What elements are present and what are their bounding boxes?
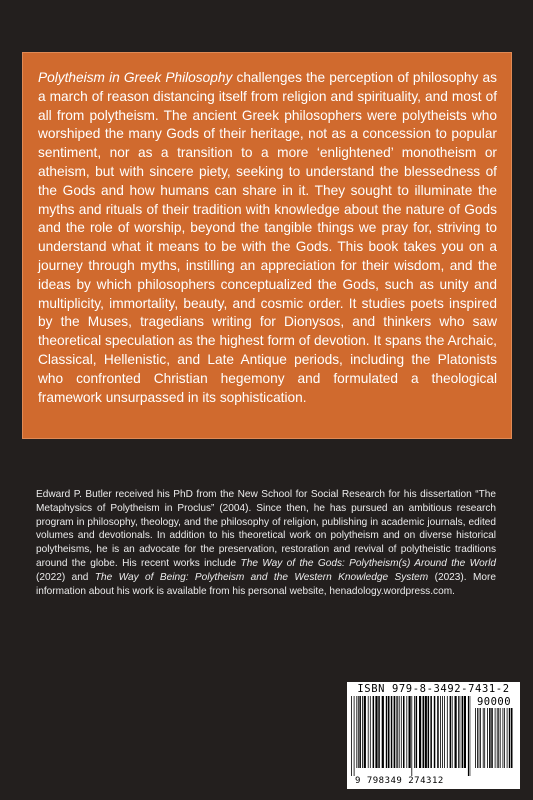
book-title: Polytheism in Greek Philosophy xyxy=(38,70,233,85)
barcode-bar xyxy=(462,696,464,768)
description-body: challenges the perception of philosophy as a march of reason distancing itself from religion and spirituality, and most of all from polytheism. The ancient Greek philosophers were polytheists who worshiped the many Gods of their heritage, not as a concession to popular sentiment, nor as a transition to a more ‘enlightened’ monotheism or atheism, but with sincere piety, seeking to understand the blessedness of the Gods and how humans can share in it. They sought to illuminate the myths and rituals of their tradition with knowledge about the nature of Gods and the role of worship, beyond the tangible things we pray for, striving to understand what it means to be with the Gods. This book takes you on a journey through myths, instilling an appreciation for their wisdom, and the ideas by which philosophers conceptualized the Gods, such as unity and multiplicity, immortality, beauty, and cosmic order. It studies poets inspired by the Muses, tragedians writing for Dionysos, and thinkers who saw theoretical speculation as the highest form of devotion. It spans the Archaic, Classical, Hellenistic, and Late Antique periods, including the Platonists who confronted Christian hegemony and formulated a theological framework unsurpassed in its sophistication. xyxy=(38,70,497,405)
bio-text-3: (2023). More information about his work is available from his personal website, henadology.wordpress.com. xyxy=(36,571,496,597)
isbn-label: ISBN 979-8-3492-7431-2 xyxy=(357,683,510,695)
barcode-bar xyxy=(479,708,480,768)
barcode-bar xyxy=(356,696,357,768)
barcode-bar xyxy=(409,696,411,768)
barcode-bar xyxy=(397,696,398,768)
barcode-bar xyxy=(504,708,505,768)
barcode-bar xyxy=(440,696,441,768)
barcode-bar xyxy=(468,696,470,776)
barcode-bar xyxy=(511,708,513,768)
barcode-bar xyxy=(475,708,476,768)
barcode-bar xyxy=(388,696,390,768)
barcode-bar xyxy=(351,696,352,776)
barcode-bar xyxy=(419,696,421,768)
barcode-bar xyxy=(452,696,453,768)
barcode-bar xyxy=(434,696,436,768)
barcode-bar xyxy=(403,696,405,768)
barcode-bar xyxy=(370,696,371,768)
bio-book-title-2: The Way of Being: Polytheism and the Western Knowledge System xyxy=(94,571,429,583)
barcode-bar xyxy=(458,696,459,768)
barcode-bar xyxy=(460,696,461,768)
barcode-bar xyxy=(491,708,493,768)
bio-text-2: (2022) and xyxy=(36,571,95,583)
barcode-bar xyxy=(394,696,396,768)
barcode-bar xyxy=(386,696,388,768)
barcode-bar xyxy=(425,696,427,768)
barcode-bar xyxy=(373,696,375,768)
barcode-bar xyxy=(437,696,439,768)
barcode-bar xyxy=(442,696,443,768)
barcode-digits: 9 798349 274312 xyxy=(355,776,444,786)
barcode-bar xyxy=(414,696,415,768)
barcode-bar xyxy=(480,708,481,768)
barcode-bar xyxy=(484,708,485,768)
barcode-bar xyxy=(497,708,498,768)
addon-code: 90000 xyxy=(476,696,512,708)
barcode-bar xyxy=(411,696,412,776)
barcode-bar xyxy=(359,696,361,768)
barcode-bar xyxy=(391,696,393,768)
barcode-bar xyxy=(483,708,484,768)
barcode-bar xyxy=(509,708,511,768)
barcode-bar xyxy=(354,696,355,776)
barcode-bar xyxy=(477,708,478,768)
barcode-bar xyxy=(375,696,377,768)
barcode-bar xyxy=(487,708,488,768)
barcode-bar xyxy=(444,696,445,768)
barcode-bar xyxy=(503,708,504,768)
barcode-bar xyxy=(450,696,452,768)
main-barcode-bars xyxy=(351,696,471,776)
barcode-bar xyxy=(507,708,508,768)
barcode-bar xyxy=(364,696,366,768)
barcode-bar xyxy=(428,696,430,768)
barcode-bar xyxy=(495,708,496,768)
barcode-bar xyxy=(396,696,397,768)
book-description xyxy=(38,69,497,407)
isbn-barcode xyxy=(347,682,520,789)
author-bio xyxy=(36,488,496,598)
barcode-bar xyxy=(362,696,363,768)
barcode-bar xyxy=(500,708,501,768)
barcode-bar xyxy=(368,696,369,768)
barcode-bar xyxy=(401,696,402,768)
barcode-bar xyxy=(498,708,499,768)
barcode-bar xyxy=(406,696,407,768)
bio-book-title-1: The Way of the Gods: Polytheism(s) Around the World xyxy=(240,557,496,569)
barcode-bar xyxy=(430,696,432,768)
barcode-bar xyxy=(358,696,359,768)
barcode-bar xyxy=(489,708,491,768)
barcode-bar xyxy=(455,696,457,768)
barcode-bar xyxy=(416,696,418,768)
barcode-bar xyxy=(447,696,448,768)
barcode-bar xyxy=(399,696,400,768)
description-panel xyxy=(22,52,512,439)
barcode-bar xyxy=(464,696,466,768)
bio-text-1: Edward P. Butler received his PhD from the New School for Social Research for his dissertation “The Metaphysics of Polytheism in Proclus” (2004). Since then, he has pursued an ambitious research program in philosophy, theology, and the philosophy of religion, publishing in academic journals, edited volumes and devotionals. In addition to his theoretical work on polytheism and on diverse historical polytheisms, he is an advocate for the preservation, restoration and revival of polytheistic traditions around the globe. His recent works include xyxy=(36,489,496,569)
barcode-bar xyxy=(423,696,425,768)
barcode-bar xyxy=(378,696,380,768)
addon-barcode-bars xyxy=(475,708,513,776)
barcode-bar xyxy=(382,696,384,768)
